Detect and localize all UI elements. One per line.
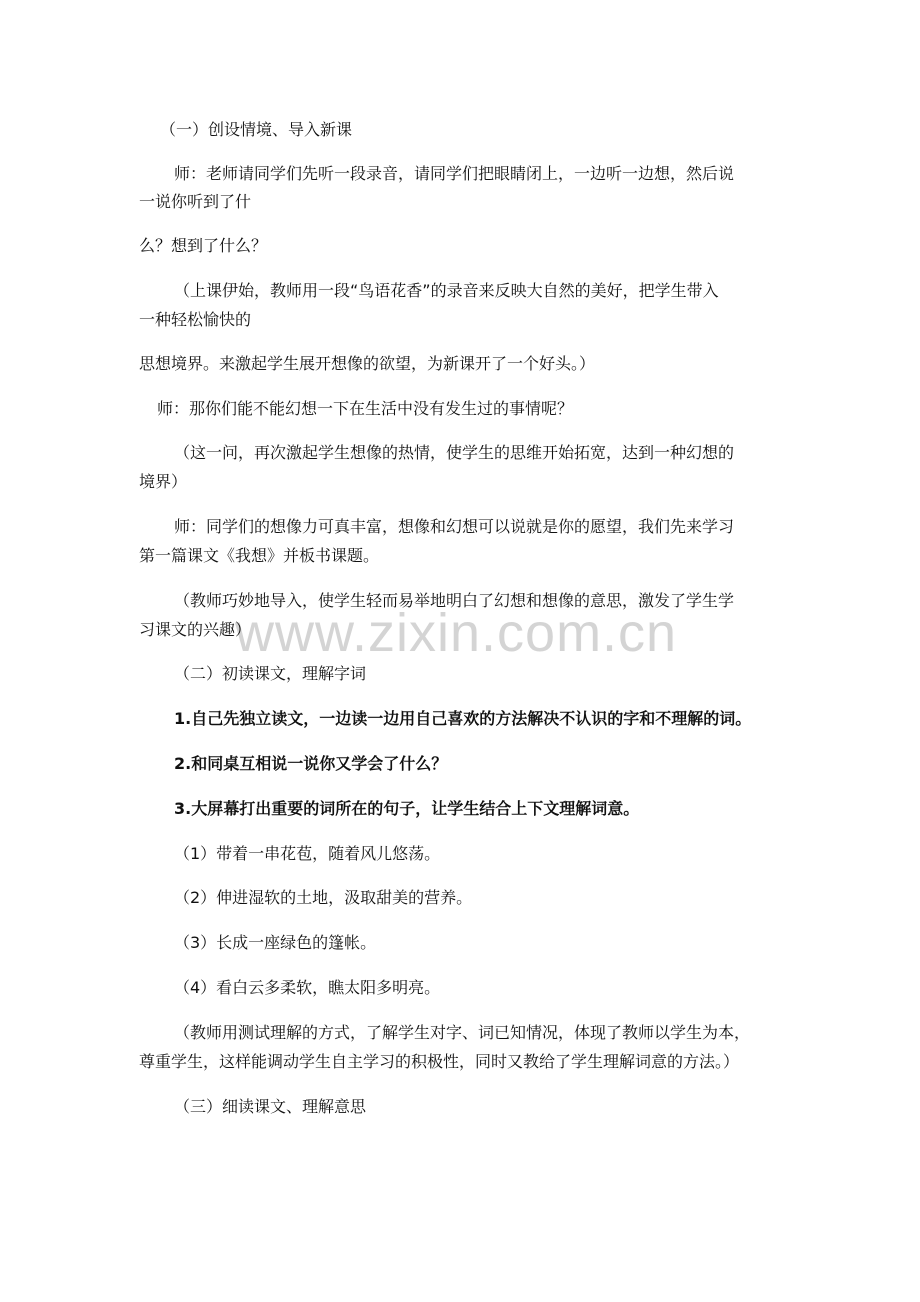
list-item: （3）长成一座绿色的篷帐。 — [174, 933, 377, 952]
paragraph-line: （这一问，再次激起学生想像的热情，使学生的思维开始拓宽，达到一种幻想的 — [174, 443, 735, 462]
step-2: 2.和同桌互相说一说你又学会了什么？ — [174, 754, 448, 773]
paragraph-line: 第一篇课文《我想》并板书课题。 — [139, 546, 380, 565]
section-heading-1: （一）创设情境、导入新课 — [160, 120, 353, 139]
paragraph-line: （教师巧妙地导入，使学生轻而易举地明白了幻想和想像的意思，激发了学生学 — [174, 591, 735, 610]
paragraph-line: 么？想到了什么？ — [139, 236, 268, 255]
paragraph-line: 思想境界。来激起学生展开想像的欲望，为新课开了一个好头。） — [139, 354, 596, 373]
list-item: （4）看白云多柔软，瞧太阳多明亮。 — [174, 978, 441, 997]
section-heading-2: （二）初读课文，理解字词 — [174, 664, 367, 683]
paragraph-line: （教师用测试理解的方式，了解学生对字、词已知情况，体现了教师以学生为本， — [174, 1023, 751, 1042]
paragraph-line: （上课伊始，教师用一段“鸟语花香”的录音来反映大自然的美好，把学生带入 — [174, 281, 719, 300]
section-heading-3: （三）细读课文、理解意思 — [174, 1097, 367, 1116]
paragraph-line: 尊重学生，这样能调动学生自主学习的积极性，同时又教给了学生理解词意的方法。） — [139, 1052, 740, 1071]
step-3: 3.大屏幕打出重要的词所在的句子，让学生结合上下文理解词意。 — [174, 799, 640, 818]
watermark: www.zixin.com.cn — [235, 603, 678, 663]
paragraph-line: 一说你听到了什 — [139, 192, 252, 211]
list-item: （1）带着一串花苞，随着风儿悠荡。 — [174, 844, 441, 863]
paragraph-line: 师：那你们能不能幻想一下在生活中没有发生过的事情呢？ — [157, 399, 574, 418]
step-1: 1.自己先独立读文，一边读一边用自己喜欢的方法解决不认识的字和不理解的词。 — [174, 709, 752, 728]
list-item: （2）伸进湿软的土地，汲取甜美的营养。 — [174, 888, 473, 907]
paragraph-line: 师：老师请同学们先听一段录音，请同学们把眼睛闭上，一边听一边想，然后说 — [174, 164, 735, 183]
paragraph-line: 习课文的兴趣） — [139, 620, 252, 639]
paragraph-line: 境界） — [139, 472, 188, 491]
paragraph-line: 师：同学们的想像力可真丰富，想像和幻想可以说就是你的愿望，我们先来学习 — [174, 517, 735, 536]
paragraph-line: 一种轻松愉快的 — [139, 310, 252, 329]
